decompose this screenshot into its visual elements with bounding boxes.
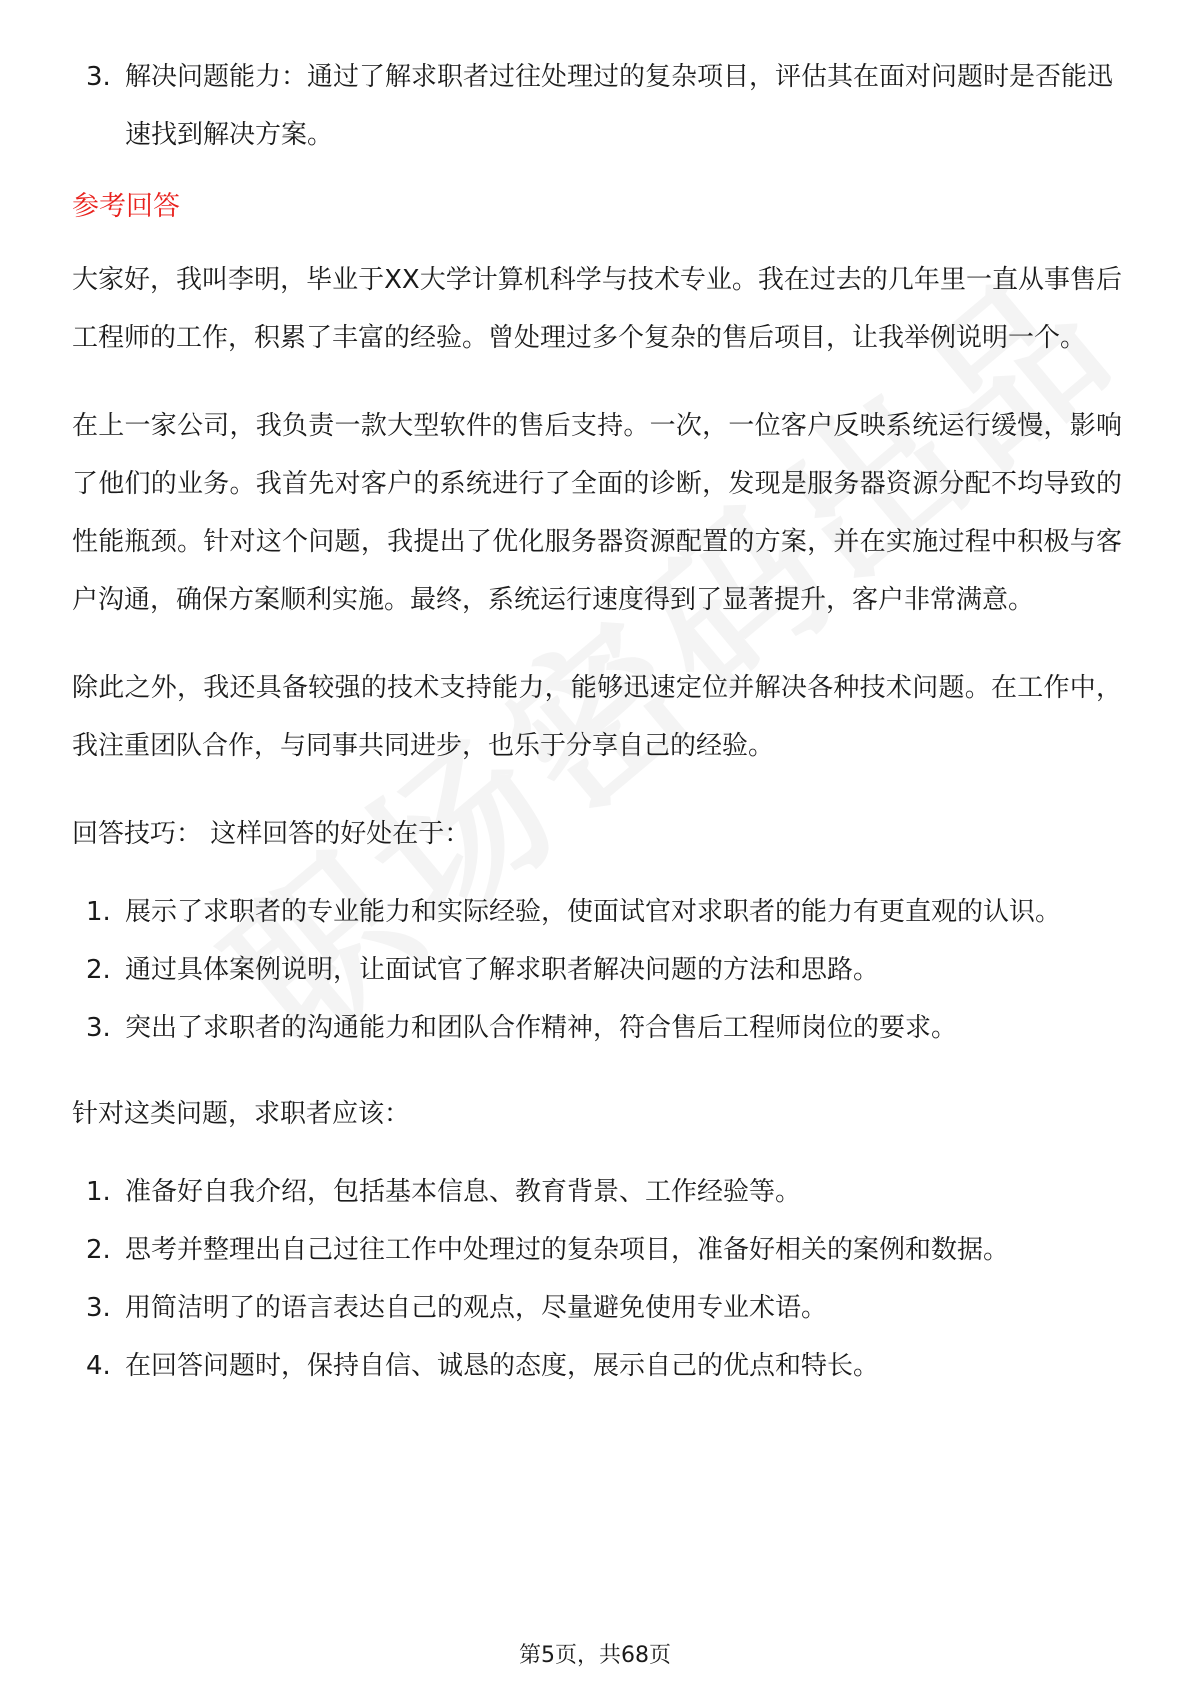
answer-paragraph: 大家好，我叫李明，毕业于XX大学计算机科学与技术专业。我在过去的几年里一直从事售后工程师的工作，积累了丰富的经验。曾处理过多个复杂的售后项目，让我举例说明一个。 bbox=[72, 265, 1122, 353]
list-item-text: 通过具体案例说明，让面试官了解求职者解决问题的方法和思路。 bbox=[125, 955, 880, 985]
list-item bbox=[72, 883, 1122, 941]
list-item bbox=[72, 1279, 1122, 1337]
list-item-text: 准备好自我介绍，包括基本信息、教育背景、工作经验等。 bbox=[125, 1177, 802, 1207]
evaluation-list bbox=[72, 48, 1122, 164]
list-number: 2. bbox=[86, 955, 111, 985]
list-item-text: 展示了求职者的专业能力和实际经验，使面试官对求职者的能力有更直观的认识。 bbox=[125, 897, 1062, 927]
list-number: 3. bbox=[86, 1013, 111, 1043]
answer-paragraph: 除此之外，我还具备较强的技术支持能力，能够迅速定位并解决各种技术问题。在工作中，我注重团队合作，与同事共同进步，也乐于分享自己的经验。 bbox=[72, 673, 1122, 761]
list-item-text: 用简洁明了的语言表达自己的观点，尽量避免使用专业术语。 bbox=[125, 1293, 828, 1323]
list-item bbox=[72, 1163, 1122, 1221]
list-item-text: 突出了求职者的沟通能力和团队合作精神，符合售后工程师岗位的要求。 bbox=[125, 1013, 958, 1043]
list-number: 3. bbox=[86, 62, 111, 92]
section-heading: 参考回答 bbox=[72, 191, 180, 222]
list-item bbox=[72, 1221, 1122, 1279]
tips-list bbox=[72, 883, 1122, 1057]
page-content bbox=[72, 48, 1122, 1395]
list-item bbox=[72, 48, 1122, 164]
list-item bbox=[72, 941, 1122, 999]
tips-intro: 回答技巧： 这样回答的好处在于： bbox=[72, 819, 471, 849]
list-item bbox=[72, 999, 1122, 1057]
list-item bbox=[72, 1337, 1122, 1395]
list-number: 2. bbox=[86, 1235, 111, 1265]
answer-paragraph: 在上一家公司，我负责一款大型软件的售后支持。一次，一位客户反映系统运行缓慢，影响了他们的业务。我首先对客户的系统进行了全面的诊断，发现是服务器资源分配不均导致的性能瓶颈。针对这个问题，我提出了优化服务器资源配置的方案，并在实施过程中积极与客户沟通，确保方案顺利实施。最终，系统运行速度得到了显著提升，客户非常满意。 bbox=[72, 411, 1122, 615]
list-item-text: 思考并整理出自己过往工作中处理过的复杂项目，准备好相关的案例和数据。 bbox=[125, 1235, 1010, 1265]
list-number: 1. bbox=[86, 1177, 111, 1207]
list-item-text: 在回答问题时，保持自信、诚恳的态度，展示自己的优点和特长。 bbox=[125, 1351, 880, 1381]
list-number: 3. bbox=[86, 1293, 111, 1323]
list-number: 4. bbox=[86, 1351, 111, 1381]
list-item-text: 解决问题能力：通过了解求职者过往处理过的复杂项目，评估其在面对问题时是否能迅速找到解决方案。 bbox=[125, 62, 1114, 150]
page-footer: 第5页，共68页 bbox=[519, 1643, 671, 1668]
list-number: 1. bbox=[86, 897, 111, 927]
advice-list bbox=[72, 1163, 1122, 1395]
advice-intro: 针对这类问题，求职者应该： bbox=[72, 1099, 411, 1129]
